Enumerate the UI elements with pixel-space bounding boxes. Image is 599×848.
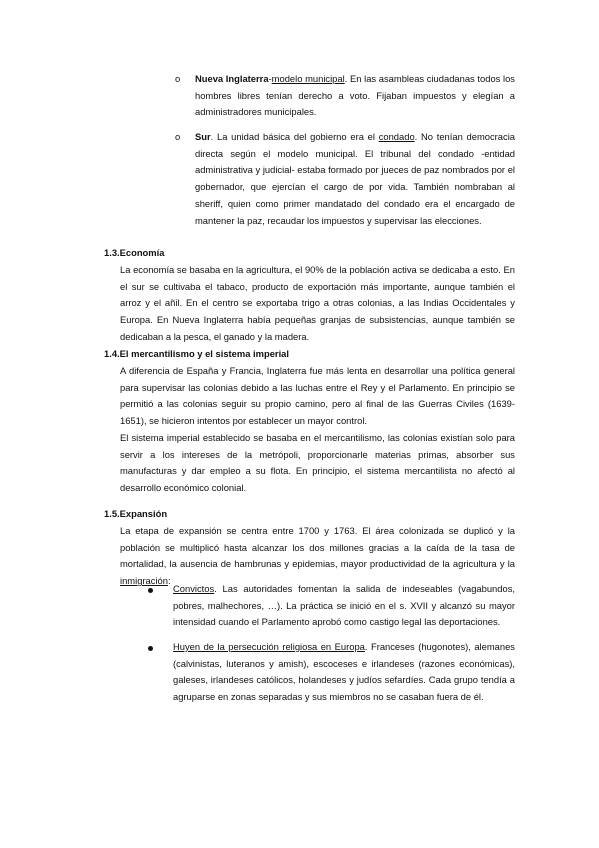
section-heading-mercantilismo: [104, 346, 289, 363]
bullet-link[interactable]: Convictos: [173, 583, 215, 594]
sub-item-marker: o: [175, 131, 181, 142]
bullet-link[interactable]: Huyen de la persecución religiosa en Europa: [173, 641, 365, 652]
sub-item-text: . No tenían democracia directa según el modelo municipal. El tribunal del condado -entidad administrativa y judicial- estaba formado por jueces de paz nombrados por el gobernador, que ejercían el cargo de por vida. También nombraban al sheriff, quien como primer mandatado del condado era el encargado de mantener la paz, recaudar los impuestos y supervisar las elecciones.: [195, 131, 515, 226]
bullet-item-convictos: [173, 581, 515, 631]
sub-item-sep: -: [268, 73, 272, 84]
section-number: 1.5.: [104, 508, 120, 519]
sub-item-sep: . La unidad básica del gobierno era el: [210, 131, 379, 142]
paragraph-text-end: :: [167, 575, 171, 587]
bullet-text: . Franceses (hugonotes), alemanes (calvinistas, luteranos y amish), escoceses e irlandeses (razones económicas), galeses, irlandeses católicos, holandeses y judíos sefardíes. Cada grupo tendía a agruparse en zonas separadas y sus miembros no se casaban fuera de él.: [173, 641, 515, 703]
bullet-icon: [148, 646, 153, 651]
inmigracion-link[interactable]: inmigración: [120, 575, 168, 587]
paragraph-text: El sistema imperial establecido se basaba en el mercantilismo, las colonias existían solo para servir a los intereses de la metrópoli, proporcionarle materias primas, absorber sus manufacturas y dar empleo a su flota. En principio, el sistema mercantilista no afectó al desarrollo económico colonial.: [120, 432, 515, 494]
sub-item-sur: [195, 129, 515, 229]
sub-item-title: Sur: [195, 131, 211, 142]
section-number: 1.3.: [104, 247, 120, 258]
section-heading-expansion: [104, 506, 167, 523]
paragraph-text: A diferencia de España y Francia, Inglaterra fue más lenta en desarrollar una política general para supervisar las colonias debido a las luchas entre el Rey y el Parlamento. En principio se permitió a las colonias seguir su propio camino, pero al final de las Guerras Civiles (1639-1651), se hicieron intentos por establecer un mayor control.: [120, 365, 515, 427]
section-title: El mercantilismo y el sistema imperial: [119, 348, 289, 359]
bullet-item-persecucion: [173, 639, 515, 706]
section-paragraph: [120, 262, 515, 346]
sub-item-text: . En las asambleas ciudadanas todos los hombres libres tenían derecho a voto. Fijaban impuestos y elegían a administradores municipales.: [195, 73, 515, 118]
bullet-text: . Las autoridades fomentan la salida de indeseables (vagabundos, pobres, malhechores, …). La práctica se inició en el s. XVII y alcanzó su mayor intensidad cuando el Parlamento aprobó como castigo legal las deportaciones.: [173, 583, 515, 628]
sub-item-link[interactable]: modelo municipal: [271, 73, 345, 84]
section-paragraph: [120, 523, 515, 590]
section-title: Expansión: [119, 508, 168, 519]
sub-item-link[interactable]: condado: [378, 131, 415, 142]
section-number: 1.4.: [104, 348, 120, 359]
section-title: Economía: [119, 247, 165, 258]
section-paragraph: [120, 430, 515, 497]
section-heading-economia: [104, 245, 164, 262]
section-paragraph: [120, 363, 515, 430]
bullet-icon: [148, 588, 153, 593]
sub-item-title: Nueva Inglaterra: [195, 73, 269, 84]
paragraph-text: La etapa de expansión se centra entre 1700 y 1763. El área colonizada se duplicó y la población se multiplicó hasta alcanzar los dos millones gracias a la caída de la tasa de mortalidad, la ausencia de hambrunas y epidemias, mayor productividad de la agricultura y la: [120, 525, 515, 570]
paragraph-text: La economía se basaba en la agricultura, el 90% de la población activa se dedicaba a esto. En el sur se cultivaba el tabaco, producto de exportación más importante, aunque también el arroz y el añil. En el centro se exportaba trigo a otras colonias, a las Indias Occidentales y Europa. En Nueva Inglaterra había pequeñas granjas de subsistencias, aunque también se dedicaban a la pesca, el ganado y la madera.: [120, 264, 515, 342]
sub-item-marker: o: [175, 73, 181, 84]
sub-item-nueva-inglaterra: [195, 71, 515, 121]
